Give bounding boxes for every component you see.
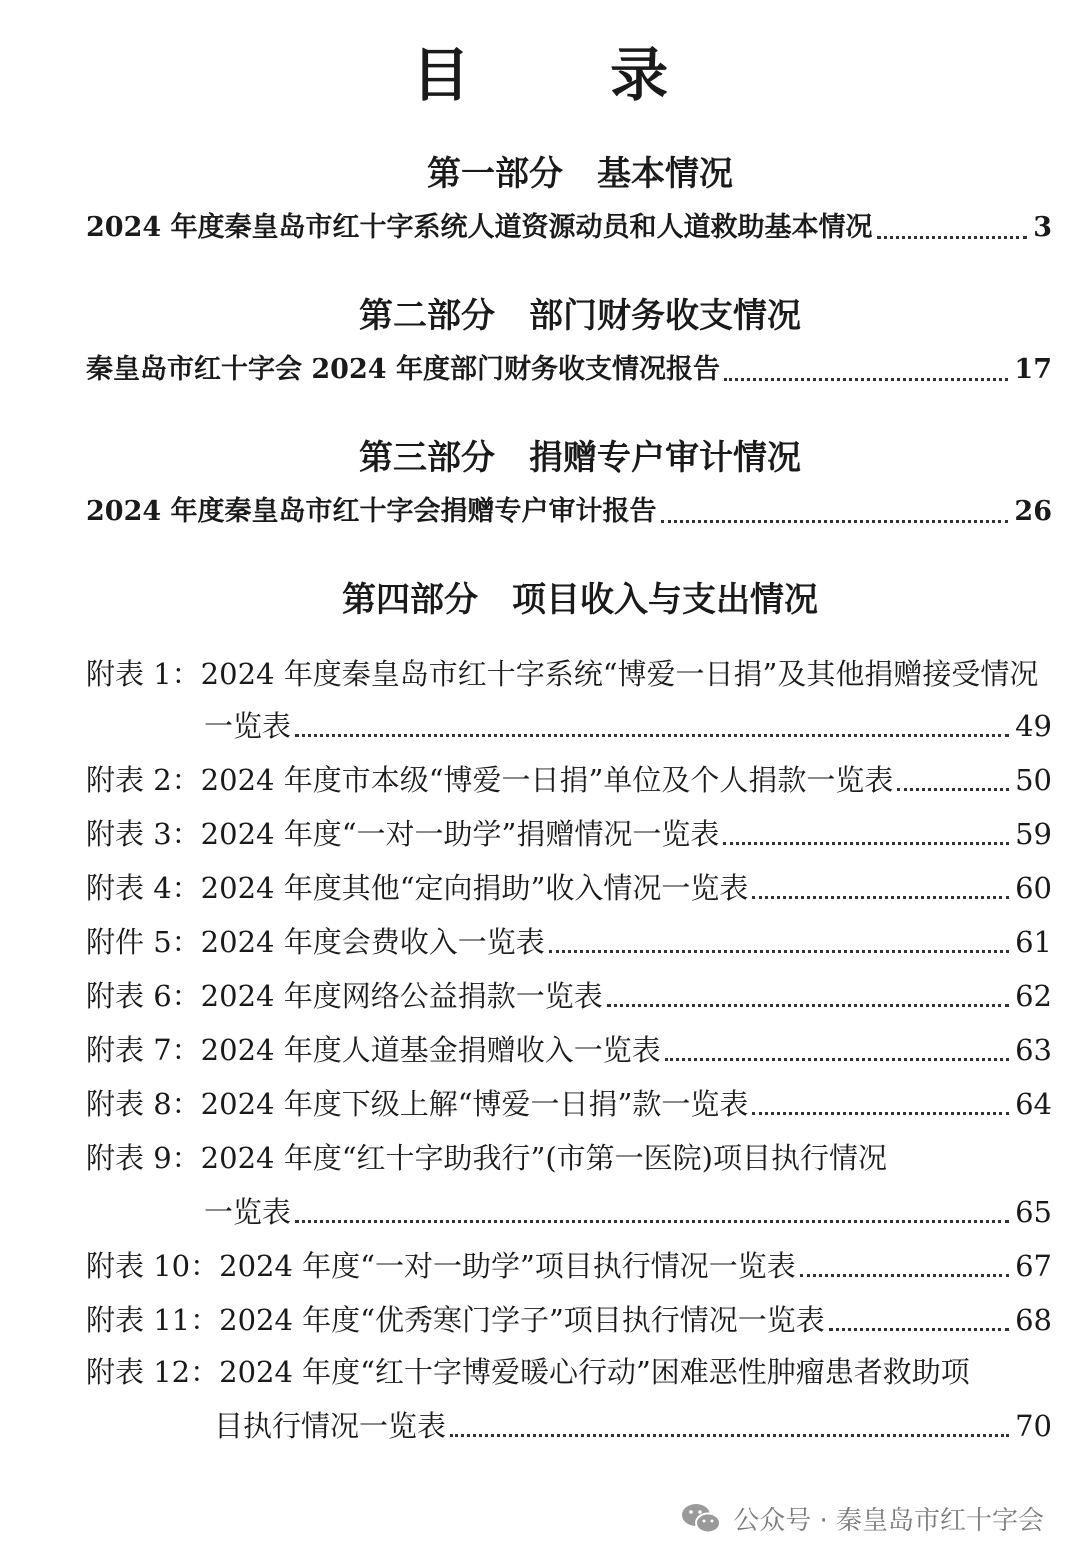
toc-entry-appendix-1-line1[interactable]: 附表 1：2024 年度秦皇岛市红十字系统“博爱一日捐”及其他捐赠接受情况: [86, 657, 1039, 691]
dot-leader: [752, 896, 1009, 899]
toc-entry-text: 附表 8：2024 年度下级上解“博爱一日捐”款一览表: [86, 1087, 749, 1121]
toc-page-number: 62: [1015, 979, 1052, 1013]
dot-leader: [877, 236, 1028, 239]
toc-page-number: 3: [1033, 212, 1052, 243]
watermark-text: 公众号 · 秦皇岛市红十字会: [733, 1506, 1044, 1536]
section-heading-2: 第二部分 部门财务收支情况: [359, 296, 801, 336]
toc-entry-text: 附表 6：2024 年度网络公益捐款一览表: [86, 979, 603, 1013]
toc-page-number: 26: [1014, 496, 1052, 527]
toc-page-number: 70: [1015, 1409, 1052, 1443]
toc-page-number: 68: [1015, 1303, 1052, 1337]
section-heading-4: 第四部分 项目收入与支出情况: [342, 580, 818, 620]
toc-page-number: 64: [1015, 1087, 1052, 1121]
toc-entry-appendix-9[interactable]: [204, 1192, 1052, 1232]
toc-entry-appendix-10[interactable]: [86, 1246, 1052, 1286]
dot-leader: [661, 520, 1009, 523]
toc-entry-appendix-12-line1[interactable]: 附表 12：2024 年度“红十字博爱暖心行动”困难恶性肿瘤患者救助项: [86, 1355, 970, 1389]
toc-page-number: 61: [1015, 925, 1052, 959]
section-heading-1: 第一部分 基本情况: [427, 154, 733, 194]
toc-entry-text: 一览表: [204, 709, 292, 743]
dot-leader: [295, 1220, 1009, 1223]
watermark: [681, 1500, 1044, 1537]
toc-entry-text: 附表 4：2024 年度其他“定向捐助”收入情况一览表: [86, 871, 749, 905]
toc-entry-appendix-11[interactable]: [86, 1300, 1052, 1340]
toc-page-number: 60: [1015, 871, 1052, 905]
toc-page-number: 63: [1015, 1033, 1052, 1067]
toc-entry-text: 附表 10：2024 年度“一对一助学”项目执行情况一览表: [86, 1249, 796, 1283]
toc-page-number: 59: [1015, 817, 1052, 851]
toc-page-number: 67: [1015, 1249, 1052, 1283]
toc-entry-appendix-7[interactable]: [86, 1030, 1052, 1070]
toc-entry-appendix-2[interactable]: [86, 760, 1052, 800]
toc-entry-text: 附表 2：2024 年度市本级“博爱一日捐”单位及个人捐款一览表: [86, 763, 894, 797]
dot-leader: [450, 1434, 1009, 1437]
dot-leader: [829, 1328, 1009, 1331]
toc-entry-finance-report[interactable]: [86, 350, 1052, 390]
toc-entry-text: 2024 年度秦皇岛市红十字会捐赠专户审计报告: [86, 496, 657, 527]
toc-entry-appendix-6[interactable]: [86, 976, 1052, 1016]
toc-entry-audit-report[interactable]: [86, 492, 1052, 532]
dot-leader: [607, 1004, 1009, 1007]
toc-entry-text: 附表 3：2024 年度“一对一助学”捐赠情况一览表: [86, 817, 720, 851]
toc-page-number: 17: [1014, 354, 1052, 385]
toc-entry-appendix-8[interactable]: [86, 1084, 1052, 1124]
toc-entry-appendix-4[interactable]: [86, 868, 1052, 908]
toc-entry-text: 秦皇岛市红十字会 2024 年度部门财务收支情况报告: [86, 354, 720, 385]
page-title: 目 录: [411, 41, 729, 109]
dot-leader: [800, 1274, 1009, 1277]
dot-leader: [723, 842, 1009, 845]
wechat-icon: [681, 1502, 721, 1536]
dot-leader: [665, 1058, 1009, 1061]
dot-leader: [549, 950, 1009, 953]
dot-leader: [897, 788, 1009, 791]
toc-page-number: 65: [1015, 1195, 1052, 1229]
toc-entry-text: 附表 7：2024 年度人道基金捐赠收入一览表: [86, 1033, 661, 1067]
toc-entry-appendix-5[interactable]: [86, 922, 1052, 962]
section-heading-3: 第三部分 捐赠专户审计情况: [359, 438, 801, 478]
toc-page-number: 50: [1015, 763, 1052, 797]
dot-leader: [295, 734, 1009, 737]
toc-page-number: 49: [1015, 709, 1052, 743]
toc-entry-appendix-9-line1[interactable]: 附表 9：2024 年度“红十字助我行”(市第一医院)项目执行情况: [86, 1141, 887, 1175]
toc-entry-basic-situation[interactable]: [86, 208, 1052, 248]
toc-entry-text: 附表 11：2024 年度“优秀寒门学子”项目执行情况一览表: [86, 1303, 825, 1337]
toc-entry-appendix-1[interactable]: [204, 706, 1052, 746]
toc-entry-appendix-3[interactable]: [86, 814, 1052, 854]
dot-leader: [752, 1112, 1009, 1115]
toc-entry-text: 一览表: [204, 1195, 292, 1229]
toc-entry-appendix-12[interactable]: [214, 1406, 1052, 1446]
toc-entry-text: 目执行情况一览表: [214, 1409, 447, 1443]
toc-entry-text: 2024 年度秦皇岛市红十字系统人道资源动员和人道救助基本情况: [86, 212, 873, 243]
dot-leader: [724, 378, 1008, 381]
toc-entry-text: 附件 5：2024 年度会费收入一览表: [86, 925, 545, 959]
